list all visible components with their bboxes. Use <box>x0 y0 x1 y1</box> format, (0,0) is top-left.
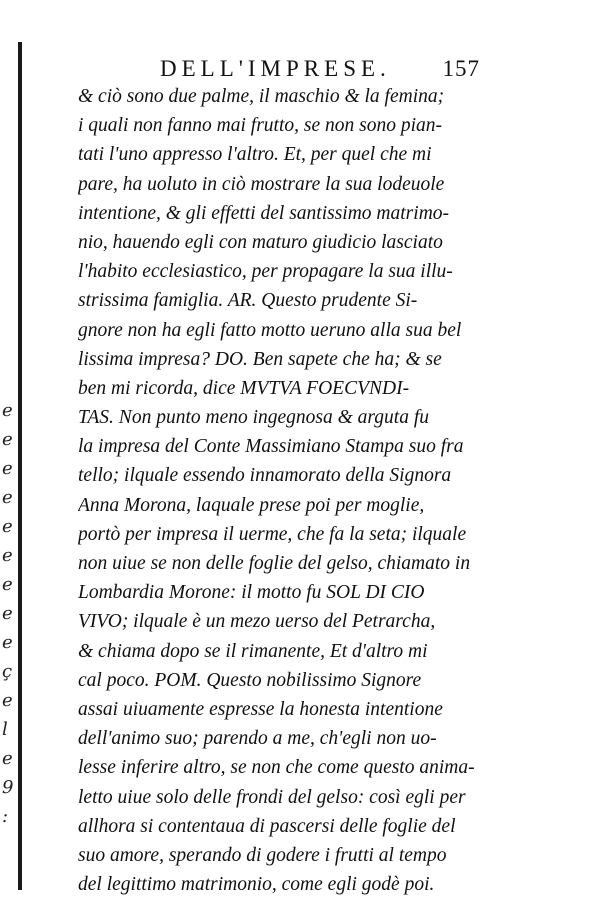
text-line: del legittimo matrimonio, come egli godè poi. <box>78 874 435 896</box>
text-line: lesse inferire altro, se non che come questo anima- <box>78 757 475 779</box>
bleed-mark: e <box>2 748 13 769</box>
text-line: lissima impresa? DO. Ben sapete che ha; & se <box>78 348 442 370</box>
bleed-mark: e <box>2 429 13 450</box>
text-line: allhora si contentaua di pascersi delle foglie del <box>78 815 456 837</box>
bleed-mark: : <box>2 806 9 827</box>
text-line: dell'animo suo; parendo a me, ch'egli non uo- <box>78 728 437 750</box>
text-line: & ciò sono due palme, il maschio & la femina; <box>78 86 445 107</box>
bleed-mark: e <box>2 603 13 624</box>
text-line: i quali non fanno mai frutto, se non sono pian- <box>78 115 443 137</box>
text-line: l'habito ecclesiastico, per propagare la sua illu- <box>78 261 453 283</box>
text-line: non uiue se non delle foglie del gelso, chiamato in <box>78 553 471 574</box>
gutter-rule <box>18 42 22 890</box>
running-head: DELL'IMPRESE. <box>160 56 391 81</box>
text-line: intentione, & gli effetti del santissimo matrimo- <box>78 202 450 224</box>
text-line: TAS. Non punto meno ingegnosa & arguta fu <box>78 407 429 429</box>
bleed-mark: e <box>2 400 13 421</box>
text-line: strissima famiglia. AR. Questo prudente Si- <box>78 290 418 312</box>
text-line: ben mi ricorda, dice MVTVA FOECVNDI- <box>78 377 410 399</box>
bleed-through-marks <box>0 0 14 900</box>
text-line: tello; ilquale essendo innamorato della Signora <box>78 465 452 487</box>
text-line: & chiama dopo se il rimanente, Et d'altro mi <box>78 640 428 662</box>
bleed-mark: e <box>2 487 13 508</box>
text-line: assai uiuamente espresse la honesta intentione <box>78 698 443 720</box>
text-line: Lombardia Morone: il motto fu SOL DI CIO <box>78 582 425 604</box>
text-line: cal poco. POM. Questo nobilissimo Signore <box>78 669 422 691</box>
text-line: VIVO; ilquale è un mezo uerso del Petrarcha, <box>78 611 436 633</box>
text-line: gnore non ha egli fatto motto ueruno alla sua bel <box>78 319 462 341</box>
text-line: tati l'uno appresso l'altro. Et, per quel che mi <box>78 144 432 166</box>
bleed-mark: e <box>2 632 13 653</box>
bleed-mark: ç <box>2 661 13 682</box>
bleed-mark: e <box>2 545 13 566</box>
text-line: letto uiue solo delle frondi del gelso: così egli per <box>78 786 466 808</box>
page-number: 157 <box>442 56 480 81</box>
bleed-mark: e <box>2 574 13 595</box>
bleed-mark: 9 <box>2 777 14 798</box>
text-line: pare, ha uoluto in ciò mostrare la sua lodeuole <box>78 173 445 195</box>
bleed-mark: e <box>2 690 13 711</box>
text-line: nio, hauendo egli con maturo giudicio lasciato <box>78 231 443 253</box>
text-line: suo amore, sperando di godere i frutti al tempo <box>78 844 447 866</box>
bleed-mark: l <box>2 719 8 740</box>
text-line: la impresa del Conte Massimiano Stampa suo fra <box>78 436 464 458</box>
bleed-mark: e <box>2 516 13 537</box>
body-text <box>78 82 500 899</box>
text-line: portò per impresa il uerme, che fa la seta; ilquale <box>78 523 467 545</box>
bleed-mark: e <box>2 458 13 479</box>
text-line: Anna Morona, laquale prese poi per moglie, <box>78 494 425 516</box>
